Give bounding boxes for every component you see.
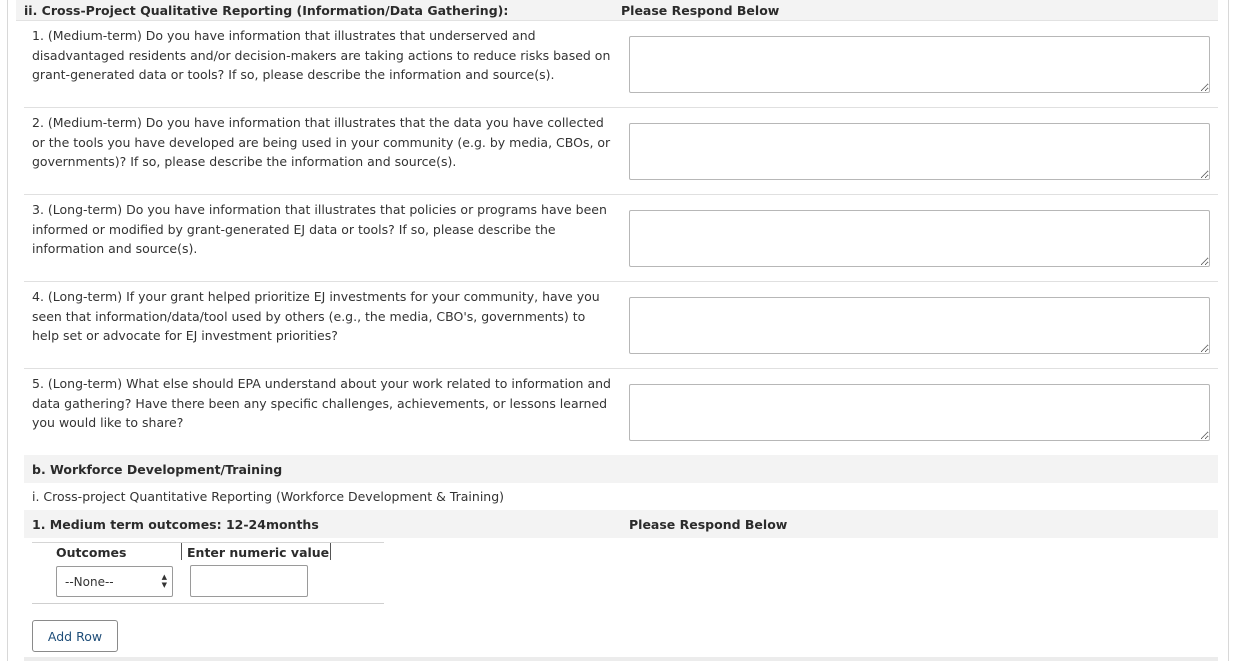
add-row-button[interactable]: Add Row	[32, 620, 118, 652]
divider	[24, 281, 1218, 282]
divider	[24, 107, 1218, 108]
respond-below-heading-2: Please Respond Below	[629, 517, 788, 532]
divider	[24, 194, 1218, 195]
question-4-response[interactable]	[629, 297, 1210, 354]
question-3-text: 3. (Long-term) Do you have information that illustrates that policies or programs have been informed or modified by grant-generated EJ data or tools? If so, please describe the information and source(s).	[32, 202, 607, 256]
column-divider	[330, 543, 331, 560]
question-1-response[interactable]	[629, 36, 1210, 93]
outcomes-table-header	[32, 542, 384, 560]
workforce-subtitle: i. Cross-project Quantitative Reporting (Workforce Development & Training)	[32, 489, 505, 504]
medium-term-title: 1. Medium term outcomes: 12-24months	[32, 517, 319, 532]
numeric-value-column-header: Enter numeric value	[187, 545, 330, 560]
question-5-text: 5. (Long-term) What else should EPA understand about your work related to information and data gathering? Have there been any specific challenges, achievements, or lessons learned you would like to share?	[32, 376, 611, 430]
question-2-response[interactable]	[629, 123, 1210, 180]
question-1-text: 1. (Medium-term) Do you have information that illustrates that underserved and disadvantaged residents and/or decision-makers are taking actions to reduce risks based on grant-generated data or tools? If so, please describe the information and source(s).	[32, 28, 611, 82]
divider	[24, 368, 1218, 369]
workforce-section-title: b. Workforce Development/Training	[32, 462, 283, 477]
outcome-select[interactable]	[56, 566, 173, 597]
question-3-response[interactable]	[629, 210, 1210, 267]
question-2-text: 2. (Medium-term) Do you have information that illustrates that the data you have collected or the tools you have developed are being used in your community (e.g. by media, CBOs, or governments)? If so, please describe the information and source(s).	[32, 115, 611, 169]
respond-below-heading: Please Respond Below	[621, 3, 780, 18]
column-divider	[181, 543, 182, 560]
section-title: ii. Cross-Project Qualitative Reporting (Information/Data Gathering):	[24, 3, 509, 18]
numeric-value-input[interactable]	[190, 565, 308, 597]
outcomes-column-header: Outcomes	[56, 545, 127, 560]
next-section-band	[24, 657, 1218, 661]
question-4-text: 4. (Long-term) If your grant helped prioritize EJ investments for your community, have you seen that information/data/tool used by others (e.g., the media, CBO's, governments) to help set or advocate for EJ investment priorities?	[32, 289, 600, 343]
select-arrows-icon: ▲ ▼	[161, 573, 167, 589]
question-5-response[interactable]	[629, 384, 1210, 441]
outcome-select-value: --None--	[65, 575, 114, 589]
table-row-divider	[32, 603, 384, 604]
